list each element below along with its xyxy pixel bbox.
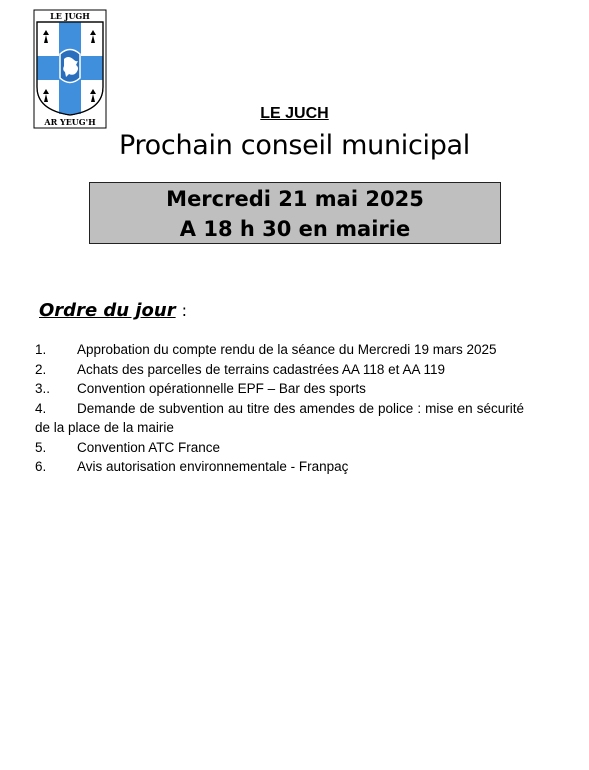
agenda-item: 5. Convention ATC France <box>35 439 221 455</box>
page-subtitle: Prochain conseil municipal <box>118 130 471 161</box>
agenda-item: 4. Demande de subvention au titre des amendes de police : mise en sécurité de la place de la mairie <box>35 400 524 435</box>
svg-text:AR YEUG'H: AR YEUG'H <box>44 117 96 127</box>
meeting-info-box <box>89 182 501 244</box>
agenda-heading: Ordre du jour : <box>39 300 187 321</box>
agenda-item: 3.. Convention opérationnelle EPF – Bar des sports <box>35 381 366 396</box>
page-title: LE JUCH <box>260 105 329 122</box>
svg-text:LE JUGH: LE JUGH <box>50 11 90 21</box>
agenda-item: 6. Avis autorisation environnementale - Franpaç <box>35 459 349 474</box>
meeting-date: Mercredi 21 mai 2025 <box>166 187 424 211</box>
agenda-item: 2. Achats des parcelles de terrains cadastrées AA 118 et AA 119 <box>35 361 445 377</box>
agenda-list <box>35 340 524 477</box>
agenda-item: 1. Approbation du compte rendu de la séance du Mercredi 19 mars 2025 <box>35 342 497 357</box>
meeting-time-place: A 18 h 30 en mairie <box>179 217 411 241</box>
